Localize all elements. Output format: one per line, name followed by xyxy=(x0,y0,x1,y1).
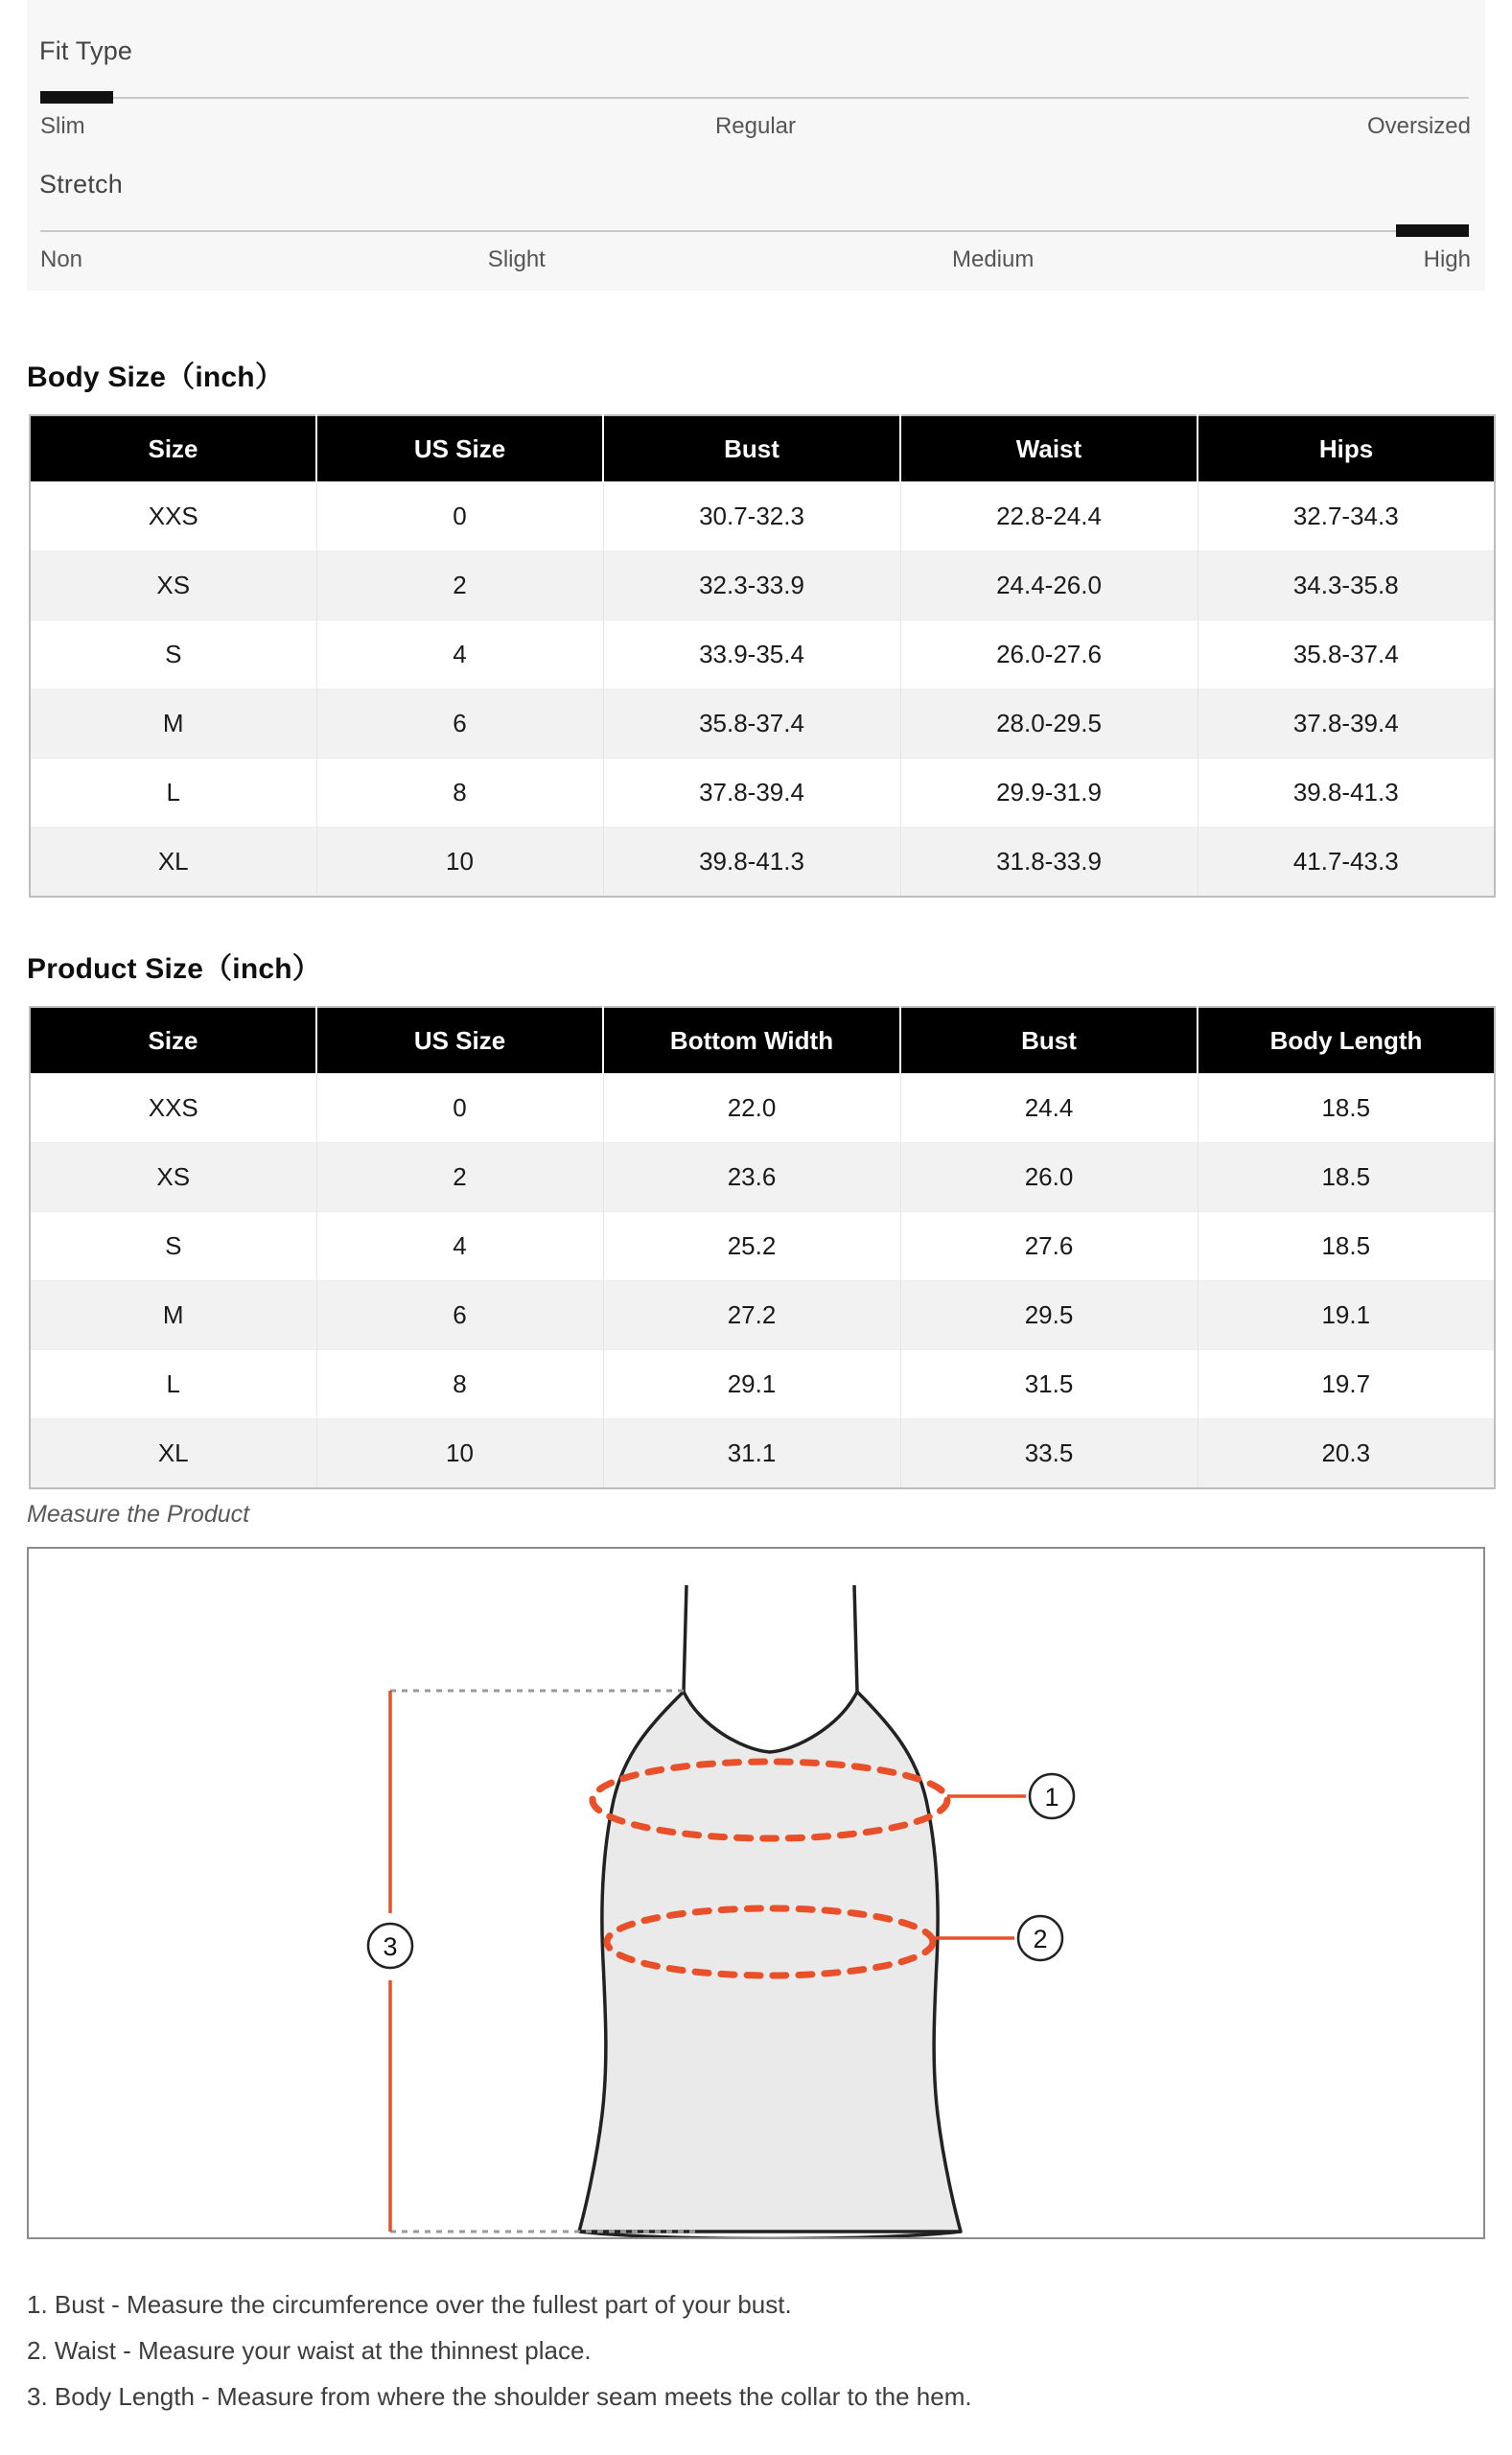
cell: 31.1 xyxy=(603,1419,900,1489)
callout-badge-1 xyxy=(1030,1774,1074,1818)
table-row xyxy=(30,551,1495,620)
cell: 10 xyxy=(316,1419,603,1489)
cell: 8 xyxy=(316,759,603,828)
fit-type-slider-knob[interactable] xyxy=(40,91,113,104)
cell: 34.3-35.8 xyxy=(1198,551,1495,620)
callout-badge-3-label: 3 xyxy=(383,1932,398,1961)
table-row xyxy=(30,1281,1495,1350)
cell: 26.0 xyxy=(900,1143,1198,1212)
note-item-waist: 2. Waist - Measure your waist at the thinnest place. xyxy=(27,2336,592,2365)
cell: 26.0-27.6 xyxy=(900,620,1198,690)
fit-type-label: Fit Type xyxy=(39,36,133,65)
cell: 41.7-43.3 xyxy=(1198,828,1495,898)
fit-attributes-panel xyxy=(27,0,1485,291)
cell: 33.9-35.4 xyxy=(603,620,900,690)
product-size-table xyxy=(29,1006,1496,1489)
stretch-tick-medium: Medium xyxy=(951,246,1035,272)
product-col-body-length: Body Length xyxy=(1198,1007,1495,1074)
table-row xyxy=(30,759,1495,828)
body-col-bust: Bust xyxy=(603,415,900,482)
cell: 37.8-39.4 xyxy=(603,759,900,828)
cell: 18.5 xyxy=(1198,1212,1495,1281)
fit-type-slider-track[interactable] xyxy=(40,97,1469,99)
cell: 19.1 xyxy=(1198,1281,1495,1350)
stretch-slider-track[interactable] xyxy=(40,230,1469,232)
cell: S xyxy=(30,620,316,690)
cell: 4 xyxy=(316,1212,603,1281)
table-row xyxy=(30,620,1495,690)
cell: 29.9-31.9 xyxy=(900,759,1198,828)
cell: 39.8-41.3 xyxy=(603,828,900,898)
product-col-bust: Bust xyxy=(900,1007,1198,1074)
note-item-body-length: 3. Body Length - Measure from where the shoulder seam meets the collar to the hem. xyxy=(27,2382,972,2411)
body-size-title: Body Size（inch） xyxy=(27,362,285,393)
stretch-label: Stretch xyxy=(39,170,123,199)
table-row xyxy=(30,1350,1495,1419)
cell: 24.4-26.0 xyxy=(900,551,1198,620)
cell: 28.0-29.5 xyxy=(900,690,1198,759)
cell: 22.8-24.4 xyxy=(900,482,1198,551)
body-col-us-size: US Size xyxy=(316,415,603,482)
table-row xyxy=(30,690,1495,759)
cell: 31.5 xyxy=(900,1350,1198,1419)
cell: 32.3-33.9 xyxy=(603,551,900,620)
callout-badge-2 xyxy=(1018,1916,1062,1960)
body-col-waist: Waist xyxy=(900,415,1198,482)
cell: 39.8-41.3 xyxy=(1198,759,1495,828)
product-size-title: Product Size（inch） xyxy=(27,953,321,985)
cell: 27.2 xyxy=(603,1281,900,1350)
garment-diagram-container xyxy=(27,1547,1485,2239)
cell: M xyxy=(30,690,316,759)
cell: 35.8-37.4 xyxy=(603,690,900,759)
cell: 37.8-39.4 xyxy=(1198,690,1495,759)
cell: XXS xyxy=(30,482,316,551)
fit-type-tick-row xyxy=(40,113,1471,142)
fit-type-tick-regular: Regular xyxy=(714,113,797,139)
cell: XS xyxy=(30,1143,316,1212)
body-col-size: Size xyxy=(30,415,316,482)
cell: M xyxy=(30,1281,316,1350)
stretch-tick-non: Non xyxy=(40,246,83,272)
garment-diagram-svg xyxy=(29,1549,1483,2237)
cell: 4 xyxy=(316,620,603,690)
measure-product-caption: Measure the Product xyxy=(27,1501,250,1528)
table-row xyxy=(30,1212,1495,1281)
cell: 32.7-34.3 xyxy=(1198,482,1495,551)
cell: 0 xyxy=(316,1074,603,1143)
cell: L xyxy=(30,1350,316,1419)
stretch-tick-slight: Slight xyxy=(487,246,546,272)
stretch-slider-knob[interactable] xyxy=(1396,224,1469,237)
cell: 35.8-37.4 xyxy=(1198,620,1495,690)
cell: L xyxy=(30,759,316,828)
cell: XL xyxy=(30,828,316,898)
cell: 8 xyxy=(316,1350,603,1419)
cell: 25.2 xyxy=(603,1212,900,1281)
measurement-notes-list xyxy=(27,2292,1417,2430)
cell: XXS xyxy=(30,1074,316,1143)
cell: 24.4 xyxy=(900,1074,1198,1143)
table-header-row xyxy=(30,1007,1495,1074)
table-row xyxy=(30,1074,1495,1143)
cell: 10 xyxy=(316,828,603,898)
table-row xyxy=(30,482,1495,551)
table-row xyxy=(30,1143,1495,1212)
product-col-size: Size xyxy=(30,1007,316,1074)
note-item-bust: 1. Bust - Measure the circumference over the fullest part of your bust. xyxy=(27,2290,792,2319)
cell: 29.1 xyxy=(603,1350,900,1419)
fit-type-tick-slim: Slim xyxy=(40,113,85,139)
cell: 27.6 xyxy=(900,1212,1198,1281)
table-header-row xyxy=(30,415,1495,482)
cell: 6 xyxy=(316,1281,603,1350)
cell: 23.6 xyxy=(603,1143,900,1212)
cell: 18.5 xyxy=(1198,1074,1495,1143)
cell: 22.0 xyxy=(603,1074,900,1143)
cell: 30.7-32.3 xyxy=(603,482,900,551)
cell: XS xyxy=(30,551,316,620)
cell: 2 xyxy=(316,1143,603,1212)
body-col-hips: Hips xyxy=(1198,415,1495,482)
cell: S xyxy=(30,1212,316,1281)
cell: 31.8-33.9 xyxy=(900,828,1198,898)
stretch-tick-row xyxy=(40,246,1471,275)
product-col-bottom-width: Bottom Width xyxy=(603,1007,900,1074)
table-row xyxy=(30,1419,1495,1489)
cell: 19.7 xyxy=(1198,1350,1495,1419)
callout-badge-1-label: 1 xyxy=(1044,1783,1059,1812)
table-row xyxy=(30,828,1495,898)
cell: 33.5 xyxy=(900,1419,1198,1489)
stretch-tick-high: High xyxy=(1423,246,1471,272)
product-col-us-size: US Size xyxy=(316,1007,603,1074)
body-size-table xyxy=(29,414,1496,898)
cell: 6 xyxy=(316,690,603,759)
cell: 20.3 xyxy=(1198,1419,1495,1489)
cell: XL xyxy=(30,1419,316,1489)
cell: 0 xyxy=(316,482,603,551)
cell: 18.5 xyxy=(1198,1143,1495,1212)
callout-badge-2-label: 2 xyxy=(1033,1925,1048,1953)
garment-straps-icon xyxy=(684,1585,857,1692)
callout-badge-3 xyxy=(368,1924,412,1968)
fit-type-tick-oversized: Oversized xyxy=(1366,113,1471,139)
cell: 2 xyxy=(316,551,603,620)
cell: 29.5 xyxy=(900,1281,1198,1350)
